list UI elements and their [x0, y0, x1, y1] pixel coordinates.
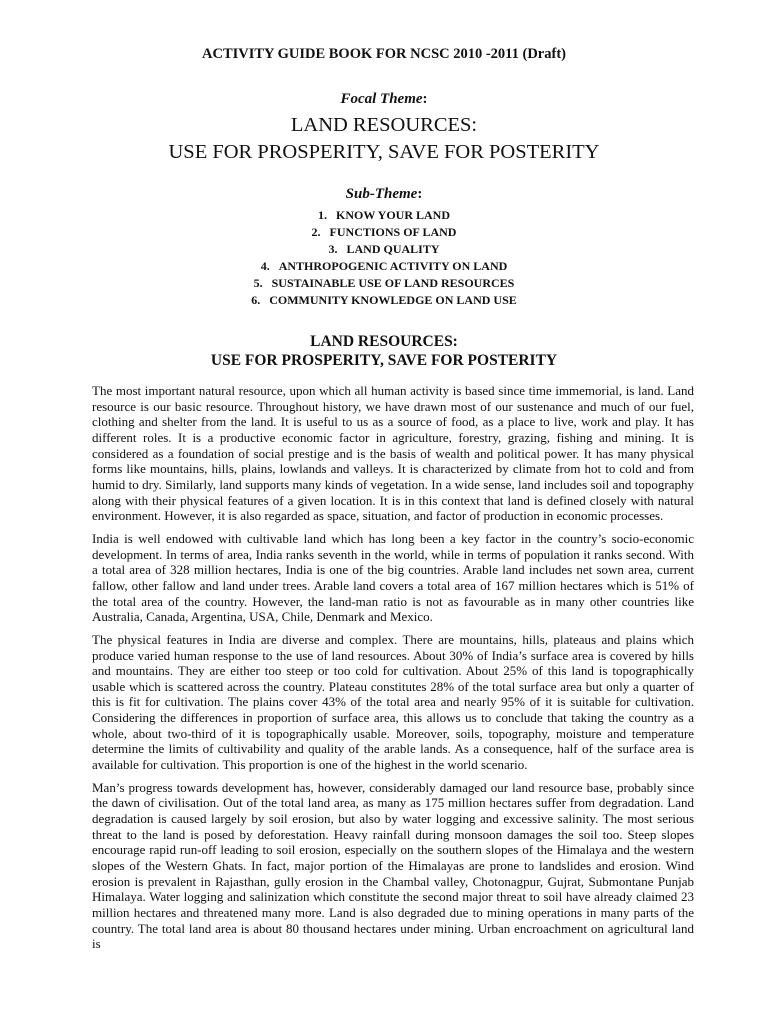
- sub-theme-text: LAND QUALITY: [346, 242, 440, 256]
- sub-theme-item: [0, 258, 768, 275]
- sub-theme-label-text: Sub-Theme: [345, 186, 418, 202]
- paragraph-2: India is well endowed with cultivable land which has long been a key factor in the country’s socio-economic development. In terms of area, India ranks seventh in the world, while in terms of population it ranks second. With a total area of 328 million hectares, India is one of the big countries. Arable land includes net sown area, current fallow, other fallow and land under trees. Arable land covers a total area of 167 million hectares which is 51% of the total area of the country. However, the land-man ratio is not as favourable as in many other countries like Australia, Canada, Argentina, USA, Chile, Denmark and Mexico.: [92, 530, 694, 625]
- sub-theme-item: [0, 241, 768, 258]
- sub-theme-item: [0, 224, 768, 241]
- main-title: [0, 112, 768, 166]
- sub-theme-item: [0, 207, 768, 224]
- document-header: ACTIVITY GUIDE BOOK FOR NCSC 2010 -2011 (Draft): [202, 46, 566, 62]
- body-text: [92, 383, 694, 959]
- sub-theme-number: 4.: [260, 259, 270, 273]
- main-title-line-1: LAND RESOURCES:: [290, 114, 478, 136]
- sub-theme-text: SUSTAINABLE USE OF LAND RESOURCES: [271, 276, 515, 290]
- sub-theme-item: [0, 275, 768, 292]
- sub-theme-number: 2.: [311, 225, 321, 239]
- sub-theme-colon: :: [417, 186, 423, 202]
- focal-theme-label-text: Focal Theme: [340, 91, 423, 107]
- paragraph-4: Man’s progress towards development has, however, considerably damaged our land resource base, probably since the dawn of civilisation. Out of the total land area, as many as 175 million hectares suffer from degradation. Land degradation is caused largely by soil erosion, but also by water logging and excessive salinity. The most serious threat to the land is posed by deforestation. Heavy rainfall during monsoon damages the soil too. Steep slopes encourage rapid run-off leading to soil erosion, especially on the southern slopes of the Himalaya and the western slopes of the Western Ghats. In fact, major portion of the Himalayas are prone to landslides and erosion. Wind erosion is prevalent in Rajasthan, gully erosion in the Chambal valley, Chotonagpur, Gujrat, Submontane Punjab Himalaya. Water logging and salinization which constitute the second major threat to soil have already claimed 23 million hectares and threatened many more. Land is also degraded due to mining operations in many parts of the country. The total land area is about 80 thousand hectares under mining. Urban encroachment on agricultural land is: [92, 779, 694, 952]
- section-title: [0, 332, 768, 370]
- paragraph-1: The most important natural resource, upon which all human activity is based since time immemorial, is land. Land resource is our basic resource. Throughout history, we have drawn most of our sustenance and much of our fuel, clothing and shelter from the land. It is useful to us as a source of food, as a place to live, work and play. It has different roles. It is a productive economic factor in agriculture, forestry, grazing, fishing and mining. It is considered as a foundation of social prestige and is the basis of wealth and political power. It has many physical forms like mountains, hills, plains, lowlands and valleys. It is characterized by climate from hot to cold and from humid to dry. Similarly, land supports many kinds of vegetation. In a wide sense, land includes soil and topography along with their physical features of a given location. It is in this context that land is defined closely with natural environment. However, it is also regarded as space, situation, and factor of production in economic processes.: [92, 383, 694, 524]
- section-title-line-1: LAND RESOURCES:: [310, 333, 458, 350]
- sub-theme-number: 3.: [328, 242, 338, 256]
- sub-theme-text: FUNCTIONS OF LAND: [329, 225, 457, 239]
- section-title-line-2: USE FOR PROSPERITY, SAVE FOR POSTERITY: [210, 352, 558, 369]
- sub-theme-number: 1.: [317, 208, 327, 222]
- focal-theme-colon: :: [422, 91, 428, 107]
- main-title-line-2: USE FOR PROSPERITY, SAVE FOR POSTERITY: [168, 141, 600, 163]
- paragraph-3: The physical features in India are diverse and complex. There are mountains, hills, plateaus and plains which produce varied human response to the use of land resources. About 30% of India’s surface area is covered by hills and mountains. They are either too steep or too cold for cultivation. About 25% of this land is topographically usable which is scattered across the country. Plateau constitutes 28% of the total surface area but only a quarter of this is fit for cultivation. The plains cover 43% of the total area and nearly 95% of it is suitable for cultivation. Considering the differences in proportion of surface area, this allows us to conclude that taking the country as a whole, about two-third of it is topographically usable. Moreover, soils, topography, moisture and temperature determine the limits of cultivability and quality of the arable lands. As a consequence, half of the surface area is available for cultivation. This proportion is one of the highest in the world scenario.: [92, 631, 694, 773]
- sub-theme-item: [0, 292, 768, 309]
- focal-theme-label: [0, 91, 768, 108]
- sub-theme-label: [0, 186, 768, 203]
- sub-theme-text: ANTHROPOGENIC ACTIVITY ON LAND: [278, 259, 508, 273]
- sub-theme-number: 6.: [251, 293, 261, 307]
- sub-theme-text: COMMUNITY KNOWLEDGE ON LAND USE: [269, 293, 517, 307]
- sub-theme-number: 5.: [253, 276, 263, 290]
- sub-theme-list: [0, 207, 768, 309]
- sub-theme-text: KNOW YOUR LAND: [335, 208, 450, 222]
